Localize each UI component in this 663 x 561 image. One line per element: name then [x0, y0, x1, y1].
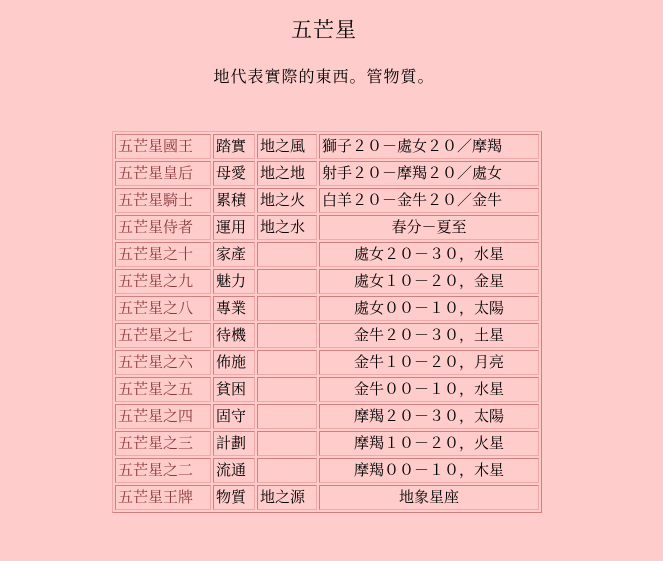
card-range-cell: 金牛２０－３０，土星: [319, 323, 539, 348]
card-theme-cell: 固守: [213, 404, 255, 429]
card-element-cell: [257, 377, 317, 402]
table-row: [115, 242, 539, 267]
table-row: [115, 323, 539, 348]
table-row: [115, 350, 539, 375]
card-name-cell: 五芒星國王: [115, 134, 211, 159]
card-range-cell: 獅子２０－處女２０／摩羯: [319, 134, 539, 159]
card-element-cell: 地之地: [257, 161, 317, 186]
card-element-cell: [257, 350, 317, 375]
card-table-container: [112, 131, 542, 513]
card-element-cell: [257, 458, 317, 483]
card-range-cell: 處女２０－３０，水星: [319, 242, 539, 267]
table-row: [115, 485, 539, 510]
card-range-cell: 處女１０－２０，金星: [319, 269, 539, 294]
card-element-cell: 地之源: [257, 485, 317, 510]
card-range-cell: 處女００－１０，太陽: [319, 296, 539, 321]
table-row: [115, 188, 539, 213]
card-range-cell: 白羊２０－金牛２０／金牛: [319, 188, 539, 213]
card-name-cell: 五芒星皇后: [115, 161, 211, 186]
card-element-cell: [257, 323, 317, 348]
card-theme-cell: 貧困: [213, 377, 255, 402]
table-row: [115, 269, 539, 294]
card-theme-cell: 專業: [213, 296, 255, 321]
card-name-cell: 五芒星之十: [115, 242, 211, 267]
table-row: [115, 458, 539, 483]
card-name-cell: 五芒星之四: [115, 404, 211, 429]
table-row: [115, 134, 539, 159]
card-theme-cell: 踏實: [213, 134, 255, 159]
card-range-cell: 摩羯００－１０，木星: [319, 458, 539, 483]
card-element-cell: 地之風: [257, 134, 317, 159]
card-element-cell: [257, 242, 317, 267]
card-element-cell: 地之火: [257, 188, 317, 213]
card-theme-cell: 母愛: [213, 161, 255, 186]
card-element-cell: [257, 269, 317, 294]
card-theme-cell: 累積: [213, 188, 255, 213]
card-range-cell: 金牛１０－２０，月亮: [319, 350, 539, 375]
card-name-cell: 五芒星騎士: [115, 188, 211, 213]
table-row: [115, 377, 539, 402]
table-row: [115, 296, 539, 321]
card-name-cell: 五芒星之七: [115, 323, 211, 348]
card-range-cell: 春分－夏至: [319, 215, 539, 240]
table-body: [115, 134, 539, 510]
card-range-cell: 地象星座: [319, 485, 539, 510]
page-subtitle: 地代表實際的東西。管物質。: [213, 67, 435, 86]
table-row: [115, 431, 539, 456]
card-element-cell: [257, 296, 317, 321]
card-theme-cell: 佈施: [213, 350, 255, 375]
page-title: 五芒星: [291, 18, 357, 42]
table-row: [115, 215, 539, 240]
table-row: [115, 404, 539, 429]
card-theme-cell: 待機: [213, 323, 255, 348]
card-element-cell: [257, 404, 317, 429]
card-name-cell: 五芒星之六: [115, 350, 211, 375]
table-row: [115, 161, 539, 186]
card-range-cell: 金牛００－１０，水星: [319, 377, 539, 402]
pentacles-card-table: [112, 131, 542, 513]
card-name-cell: 五芒星王牌: [115, 485, 211, 510]
card-name-cell: 五芒星之九: [115, 269, 211, 294]
card-name-cell: 五芒星之八: [115, 296, 211, 321]
card-range-cell: 射手２０－摩羯２０／處女: [319, 161, 539, 186]
card-element-cell: [257, 431, 317, 456]
card-theme-cell: 家產: [213, 242, 255, 267]
card-theme-cell: 魅力: [213, 269, 255, 294]
card-theme-cell: 物質: [213, 485, 255, 510]
card-range-cell: 摩羯１０－２０，火星: [319, 431, 539, 456]
card-name-cell: 五芒星之五: [115, 377, 211, 402]
card-name-cell: 五芒星侍者: [115, 215, 211, 240]
card-theme-cell: 運用: [213, 215, 255, 240]
card-name-cell: 五芒星之二: [115, 458, 211, 483]
card-theme-cell: 計劃: [213, 431, 255, 456]
card-name-cell: 五芒星之三: [115, 431, 211, 456]
card-range-cell: 摩羯２０－３０，太陽: [319, 404, 539, 429]
card-theme-cell: 流通: [213, 458, 255, 483]
card-element-cell: 地之水: [257, 215, 317, 240]
